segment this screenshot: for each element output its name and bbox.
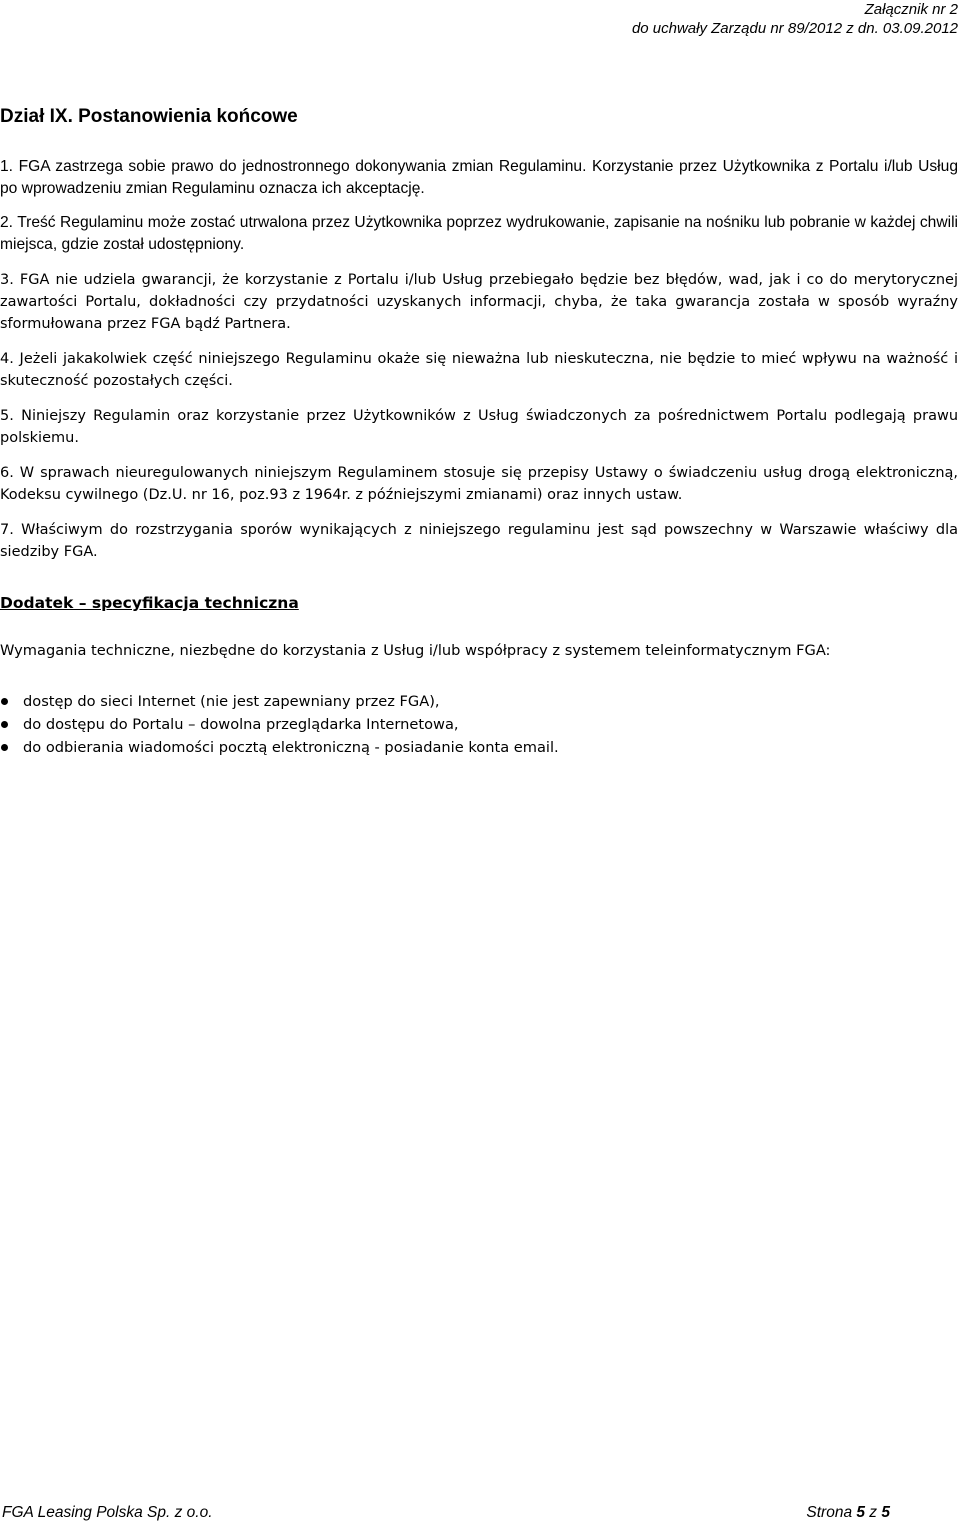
- appendix-title: Dodatek – specyfikacja techniczna: [0, 594, 299, 612]
- paragraph-6: [0, 462, 958, 506]
- paragraph-number: 4.: [0, 351, 14, 367]
- paragraph-number: 3.: [0, 272, 14, 288]
- paragraph-text: Niniejszy Regulamin oraz korzystanie przez Użytkowników z Usług świadczonych za pośrednictwem Portalu podlegają prawu polskiemu.: [0, 408, 959, 446]
- paragraph-number: 5.: [0, 408, 14, 424]
- section-title: Dział IX. Postanowienia końcowe: [0, 106, 298, 127]
- paragraph-4: [0, 348, 958, 392]
- paragraph-7: [0, 519, 958, 563]
- paragraph-3: [0, 269, 958, 335]
- document-header: [632, 0, 958, 38]
- requirements-intro: Wymagania techniczne, niezbędne do korzystania z Usług i/lub współpracy z systemem teleinformatycznym FGA:: [0, 642, 831, 659]
- resolution-reference: do uchwały Zarządu nr 89/2012 z dn. 03.09.2012: [631, 20, 958, 37]
- paragraph-5: [0, 405, 958, 449]
- footer-company: FGA Leasing Polska Sp. z o.o.: [2, 1504, 213, 1521]
- footer-page-number: [806, 1503, 890, 1523]
- list-item: [0, 713, 559, 736]
- bullet-icon: [1, 698, 8, 705]
- paragraph-number: 7.: [0, 522, 14, 538]
- bullet-icon: [1, 744, 8, 751]
- paragraph-number: 2.: [0, 214, 14, 231]
- paragraph-1: [0, 156, 958, 200]
- paragraph-text: FGA zastrzega sobie prawo do jednostronnego dokonywania zmian Regulaminu. Korzystanie przez Użytkownika z Portalu i/lub Usług po wprowadzeniu zmian Regulaminu oznacza ich akceptację.: [0, 158, 958, 197]
- page-total: 5: [881, 1504, 890, 1521]
- requirements-list: [0, 690, 559, 759]
- list-item: [0, 690, 559, 713]
- page-separator: z: [865, 1504, 882, 1521]
- paragraph-text: FGA nie udziela gwarancji, że korzystanie z Portalu i/lub Usług przebiegało będzie bez błędów, wad, jak i co do merytorycznej zawartości Portalu, dokładności czy przydatności uzyskanych informacji, chyba, że taka gwarancja została w sposób wyraźny sformułowana przez FGA bądź Partnera.: [0, 272, 959, 332]
- paragraph-number: 6.: [0, 465, 14, 481]
- list-item-text: dostęp do sieci Internet (nie jest zapewniany przez FGA),: [23, 693, 440, 710]
- paragraph-text: W sprawach nieuregulowanych niniejszym Regulaminem stosuje się przepisy Ustawy o świadczeniu usług drogą elektroniczną, Kodeksu cywilnego (Dz.U. nr 16, poz.93 z 1964r. z późniejszymi zmianami) oraz innych ustaw.: [0, 465, 958, 503]
- paragraph-text: Właściwym do rozstrzygania sporów wynikających z niniejszego regulaminu jest sąd powszechny w Warszawie właściwy dla siedziby FGA.: [0, 522, 959, 560]
- paragraph-number: 1.: [0, 158, 14, 175]
- list-item-text: do odbierania wiadomości pocztą elektroniczną - posiadanie konta email.: [23, 739, 559, 756]
- attachment-label: Załącznik nr 2: [864, 1, 958, 18]
- paragraph-text: Jeżeli jakakolwiek część niniejszego Regulaminu okaże się nieważna lub nieskuteczna, nie będzie to mieć wpływu na ważność i skuteczność pozostałych części.: [0, 351, 959, 389]
- paragraph-text: Treść Regulaminu może zostać utrwalona przez Użytkownika poprzez wydrukowanie, zapisanie na nośniku lub pobranie w każdej chwili miejsca, gdzie został udostępniony.: [0, 214, 958, 253]
- bullet-icon: [1, 721, 8, 728]
- list-item-text: do dostępu do Portalu – dowolna przeglądarka Internetowa,: [23, 716, 459, 733]
- page-prefix: Strona: [806, 1504, 857, 1521]
- page-current: 5: [856, 1504, 865, 1521]
- paragraph-2: [0, 212, 958, 256]
- list-item: [0, 736, 559, 759]
